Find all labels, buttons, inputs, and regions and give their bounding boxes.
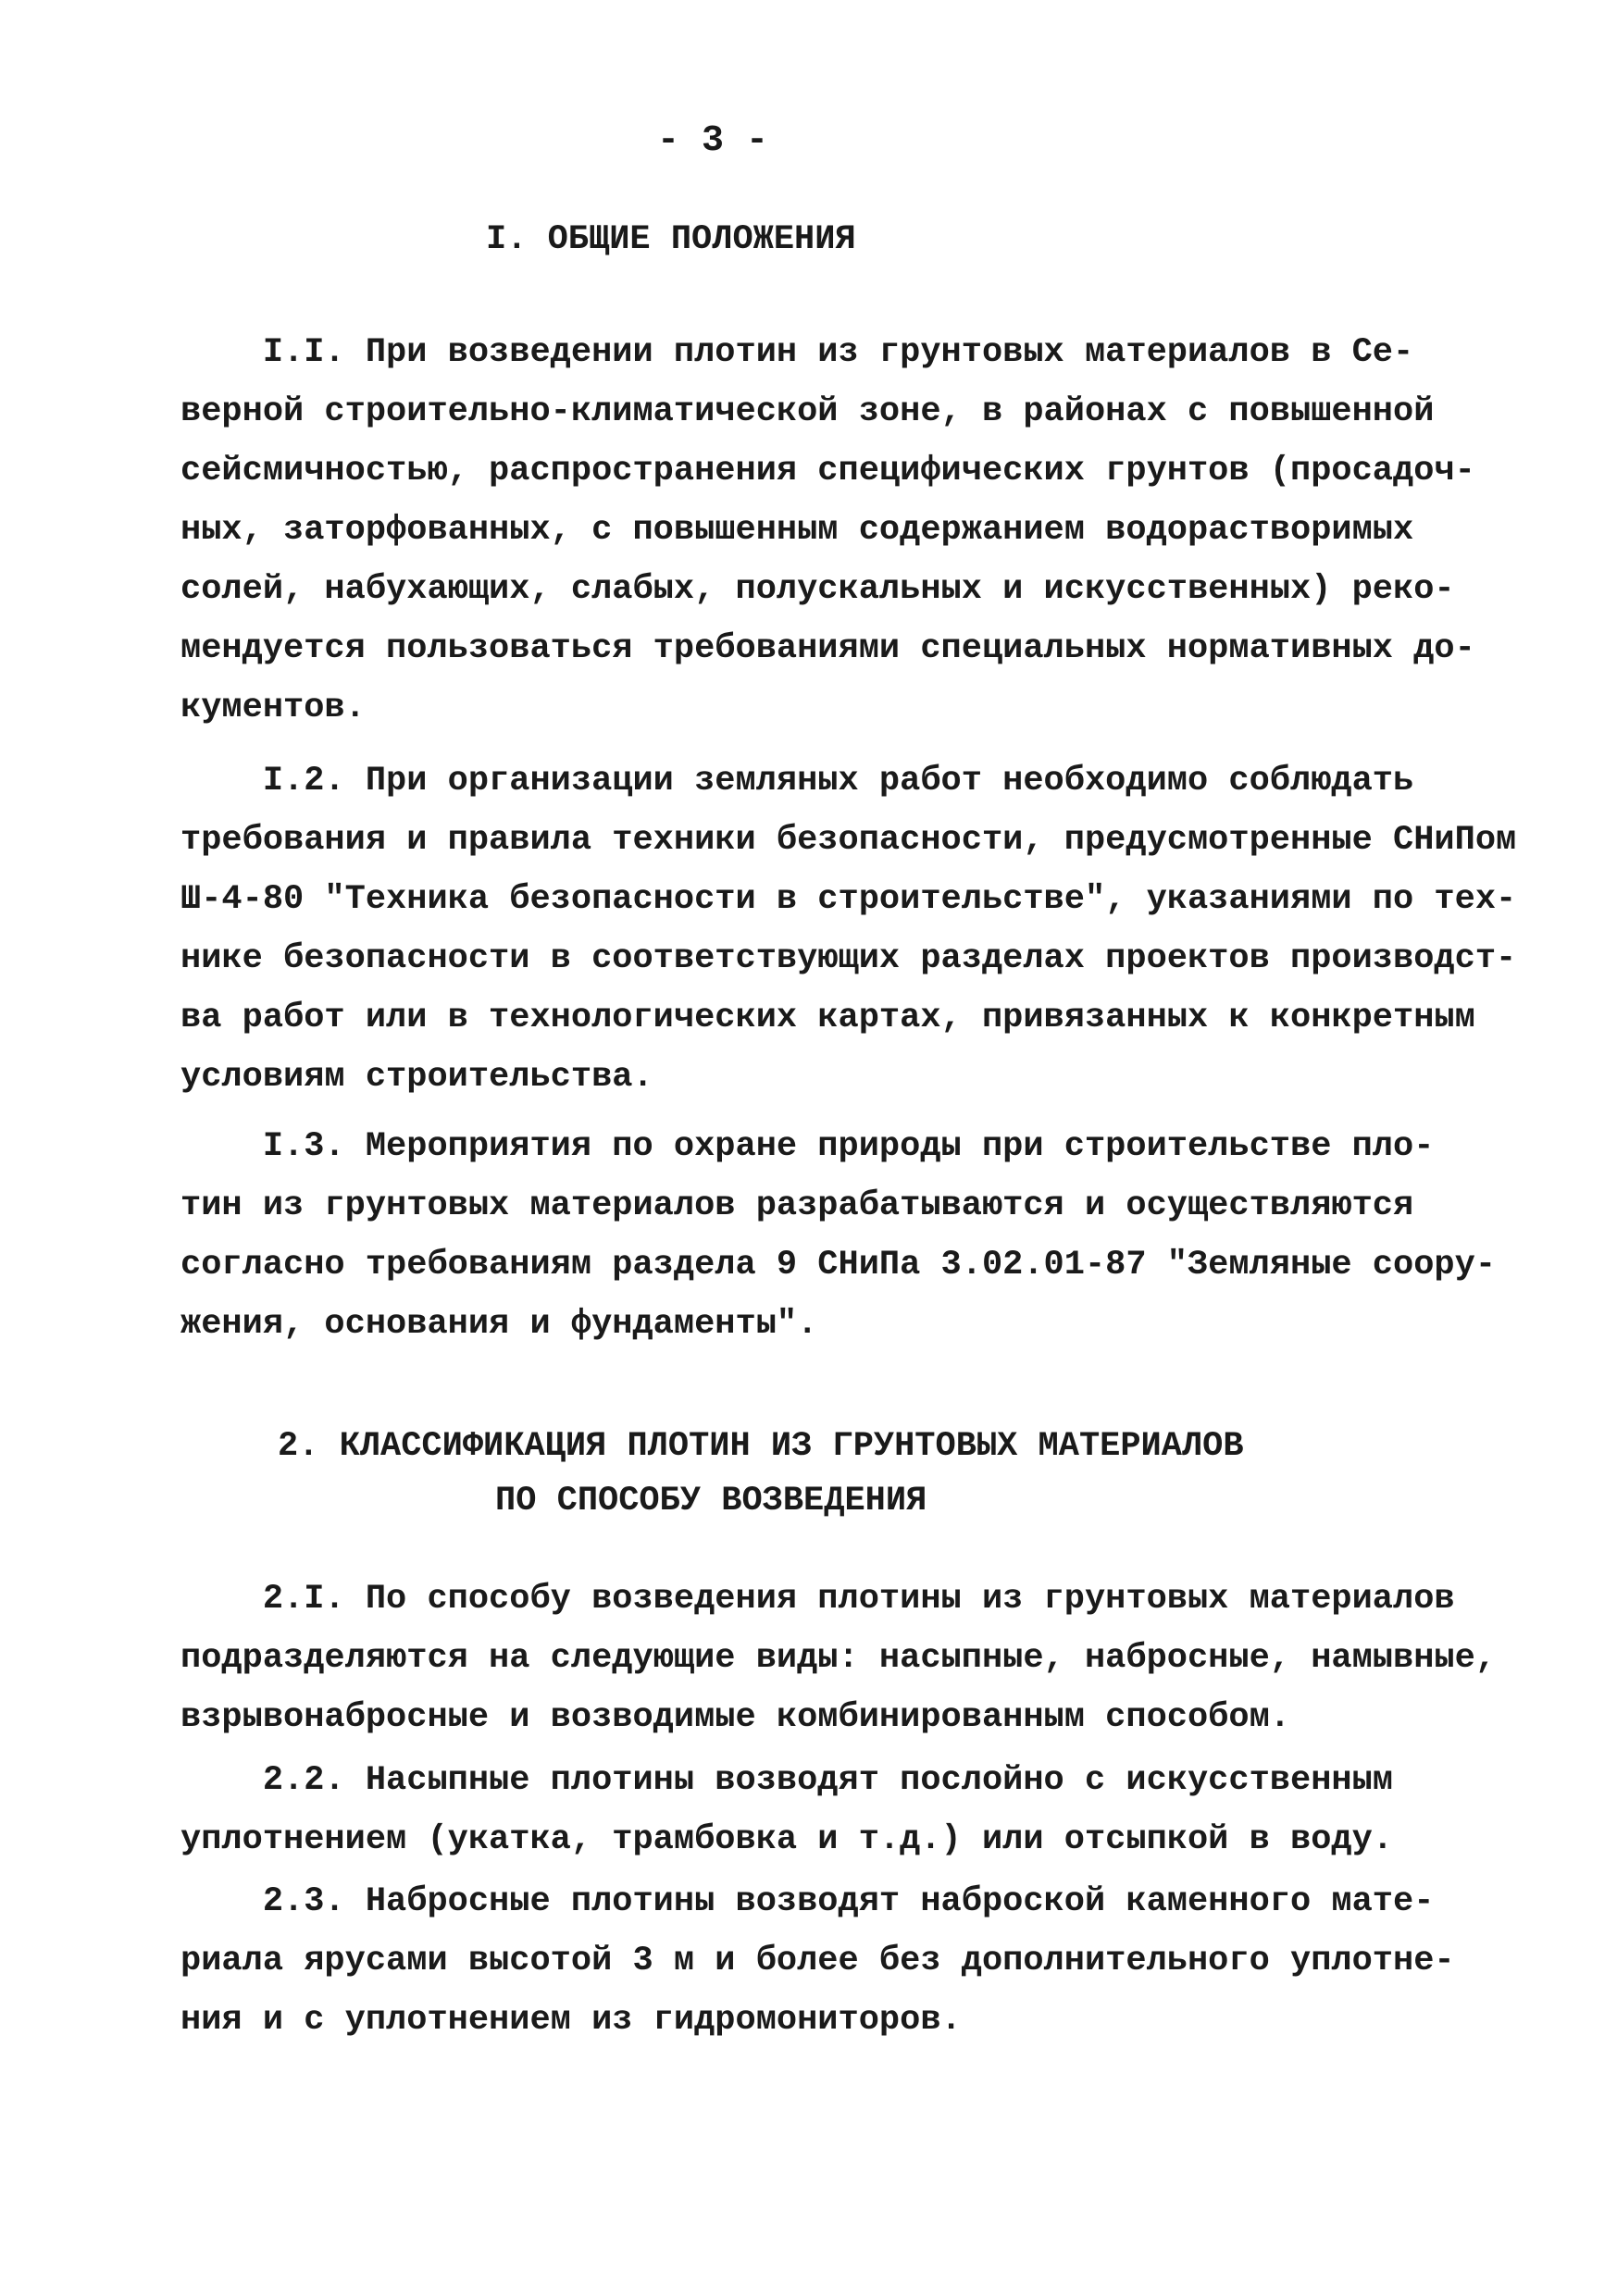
section-1-heading: I. ОБЩИЕ ПОЛОЖЕНИЯ bbox=[486, 220, 856, 259]
paragraph-1-3-line: согласно требованиям раздела 9 СНиПа 3.02.01-87 "Земляные соору- bbox=[180, 1246, 1497, 1285]
page-number: - 3 - bbox=[657, 120, 769, 162]
paragraph-1-2-line: условиям строительства. bbox=[180, 1058, 653, 1097]
paragraph-1-1-line: сейсмичностью, распространения специфических грунтов (просадоч- bbox=[180, 452, 1475, 490]
paragraph-1-2-line: требования и правила техники безопасности, предусмотренные СНиПом bbox=[180, 821, 1517, 860]
paragraph-1-1-line: кументов. bbox=[180, 689, 366, 727]
paragraph-2-1-line: 2.I. По способу возведения плотины из грунтовых материалов bbox=[180, 1580, 1455, 1619]
paragraph-1-3-line: I.3. Мероприятия по охране природы при строительстве пло- bbox=[180, 1127, 1435, 1166]
paragraph-2-2-line: уплотнением (укатка, трамбовка и т.д.) или отсыпкой в воду. bbox=[180, 1820, 1394, 1859]
paragraph-1-1-line: мендуется пользоваться требованиями специальных нормативных до- bbox=[180, 629, 1475, 668]
paragraph-2-3-line: 2.3. Набросные плотины возводят наброской каменного мате- bbox=[180, 1882, 1435, 1921]
paragraph-1-3-line: тин из грунтовых материалов разрабатываются и осуществляются bbox=[180, 1186, 1414, 1225]
paragraph-2-3-line: риала ярусами высотой 3 м и более без дополнительного уплотне- bbox=[180, 1942, 1455, 1980]
paragraph-1-2-line: I.2. При организации земляных работ необходимо соблюдать bbox=[180, 762, 1414, 800]
paragraph-1-1-line: верной строительно-климатической зоне, в районах с повышенной bbox=[180, 392, 1435, 431]
paragraph-2-3-line: ния и с уплотнением из гидромониторов. bbox=[180, 2001, 962, 2040]
paragraph-1-3-line: жения, основания и фундаменты". bbox=[180, 1305, 818, 1344]
paragraph-1-1-line: солей, набухающих, слабых, полускальных и искусственных) реко- bbox=[180, 570, 1455, 609]
paragraph-1-2-line: Ш-4-80 "Техника безопасности в строительстве", указаниями по тех- bbox=[180, 880, 1517, 919]
paragraph-1-1-line: ных, заторфованных, с повышенным содержанием водорастворимых bbox=[180, 511, 1414, 550]
paragraph-1-2-line: ва работ или в технологических картах, привязанных к конкретным bbox=[180, 999, 1475, 1037]
section-2-heading: 2. КЛАССИФИКАЦИЯ ПЛОТИН ИЗ ГРУНТОВЫХ МАТЕРИАЛОВ bbox=[278, 1427, 1244, 1466]
paragraph-2-1-line: взрывонабросные и возводимые комбинированным способом. bbox=[180, 1698, 1290, 1737]
paragraph-2-2-line: 2.2. Насыпные плотины возводят послойно с искусственным bbox=[180, 1761, 1394, 1800]
paragraph-2-1-line: подразделяются на следующие виды: насыпные, набросные, намывные, bbox=[180, 1639, 1497, 1678]
paragraph-1-2-line: нике безопасности в соответствующих разделах проектов производст- bbox=[180, 939, 1517, 978]
paragraph-1-1-line: I.I. При возведении плотин из грунтовых материалов в Се- bbox=[180, 333, 1414, 372]
section-2-heading-continued: ПО СПОСОБУ ВОЗВЕДЕНИЯ bbox=[495, 1482, 927, 1520]
